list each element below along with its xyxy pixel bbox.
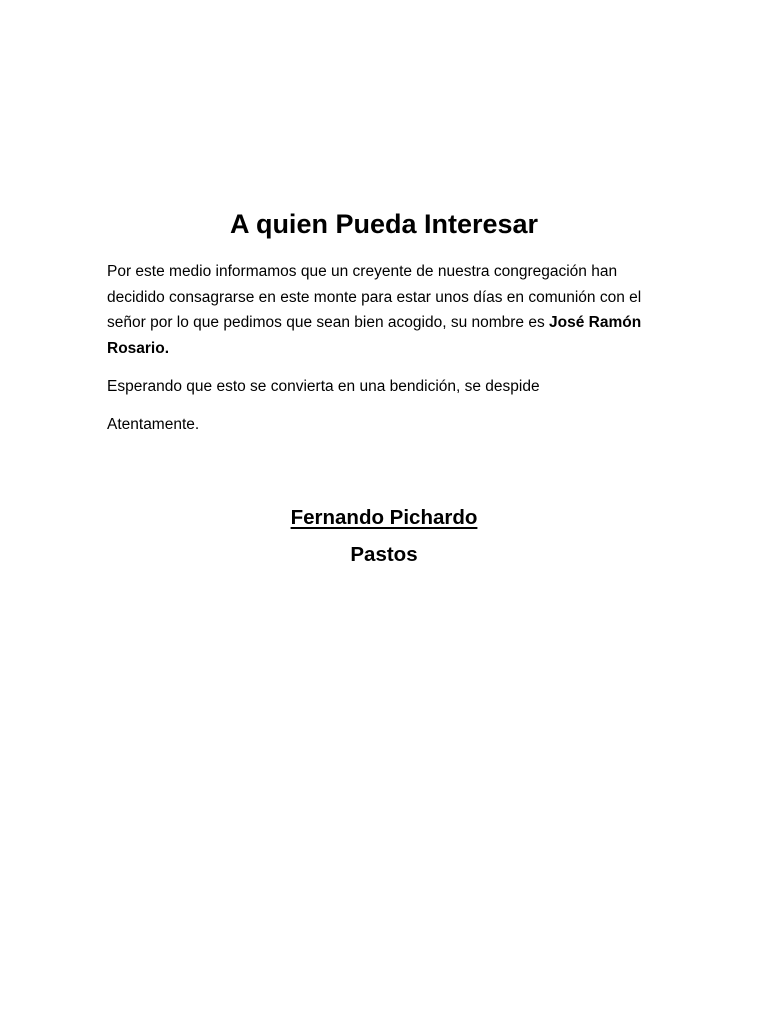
body-paragraph-farewell: Esperando que esto se convierta en una bendición, se despide	[107, 378, 540, 395]
page-title: A quien Pueda Interesar	[229, 209, 539, 239]
signature-name-text: Fernando Pichardo	[290, 506, 478, 529]
signature-role: Pastos	[350, 543, 418, 566]
signature-name	[0, 503, 768, 533]
intro-text: Por este medio informamos que un creyente de nuestra congregación han decidido consagrarse en este monte para estar unos días en comunión con el señor por lo que pedimos que sean bien acogido, su nombre es	[107, 263, 642, 331]
closing-line: Atentamente.	[107, 416, 200, 433]
body-paragraph-intro	[107, 259, 663, 361]
person-name: José Ramón Rosario.	[107, 314, 642, 357]
